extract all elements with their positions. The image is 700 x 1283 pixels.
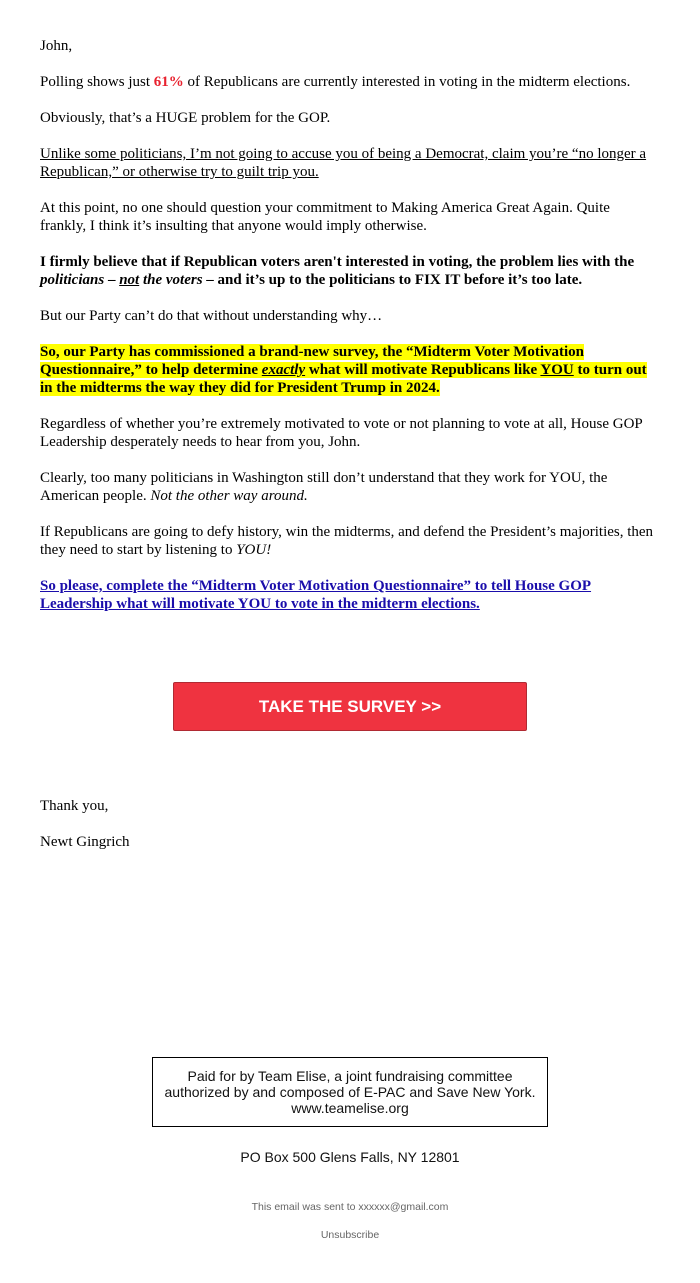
paragraph-polling: [40, 73, 655, 91]
text: So, our Party has commissioned a brand-new survey, the “Midterm Voter Motivation Questionnaire,” to help determine: [40, 344, 585, 378]
survey-link[interactable]: So please, complete the “Midterm Voter Motivation Questionnaire” to tell House GOP Leadership what will motivate YOU to vote in the midterm elections.: [40, 578, 592, 612]
text: –: [104, 272, 120, 288]
text: politicians: [40, 272, 105, 288]
mailing-address: PO Box 500 Glens Falls, NY 12801: [240, 1149, 460, 1165]
disclaimer-text: Paid for by Team Elise, a joint fundraising committee authorized by and composed of E-PAC and Save New York.: [164, 1068, 536, 1100]
paid-for-disclaimer: [152, 1057, 548, 1127]
paragraph-why: But our Party can’t do that without understanding why…: [40, 308, 383, 324]
text: what will motivate Republicans like: [305, 362, 541, 378]
paragraph-washington: [40, 469, 655, 505]
text: I firmly believe that if Republican voters aren't interested in voting, the problem lies with the: [40, 254, 635, 270]
paragraph-commitment: At this point, no one should question your commitment to Making America Great Again. Quite frankly, I think it’s insulting that anyone would imply otherwise.: [40, 200, 610, 234]
sent-to-notice: This email was sent to xxxxxx@gmail.com: [251, 1201, 449, 1213]
signature: Newt Gingrich: [40, 834, 130, 850]
text: to turn out in the midterms the way they did for President Trump in 2024.: [40, 362, 647, 396]
signature-block: [40, 797, 130, 869]
paragraph-survey-highlight: [40, 343, 655, 397]
text: Polling shows just: [40, 74, 154, 90]
paragraph-problem: Obviously, that’s a HUGE problem for the GOP.: [40, 110, 331, 126]
text: Clearly, too many politicians in Washington still don’t understand that they work for YOU, the American people.: [40, 470, 608, 504]
paragraph-unlike: Unlike some politicians, I’m not going to accuse you of being a Democrat, claim you’re “no longer a Republican,” or otherwise try to guilt trip you.: [40, 146, 647, 180]
closing: Thank you,: [40, 798, 109, 814]
unsubscribe-link[interactable]: Unsubscribe: [320, 1229, 380, 1241]
text: exactly: [261, 362, 306, 378]
text: – and it’s up to the politicians to FIX IT before it’s too late.: [202, 272, 583, 288]
email-body: [40, 37, 655, 631]
stat-percent: 61%: [153, 74, 184, 90]
disclaimer-url: www.teamelise.org: [291, 1100, 409, 1116]
text: not: [119, 272, 140, 288]
greeting: John,: [40, 38, 73, 54]
paragraph-regardless: Regardless of whether you’re extremely motivated to vote or not planning to vote at all, House GOP Leadership desperately needs to hear from you, John.: [40, 416, 643, 450]
take-survey-button[interactable]: TAKE THE SURVEY >>: [173, 682, 527, 731]
text: of Republicans are currently interested in voting in the midterm elections.: [183, 74, 631, 90]
text: YOU!: [236, 542, 272, 558]
paragraph-belief: [40, 253, 655, 289]
text: If Republicans are going to defy history, win the midterms, and defend the President’s majorities, then they need to start by listening to: [40, 524, 654, 558]
text: the voters: [139, 272, 203, 288]
paragraph-defy-history: [40, 523, 655, 559]
text: Not the other way around.: [150, 488, 308, 504]
text: YOU: [540, 362, 574, 378]
